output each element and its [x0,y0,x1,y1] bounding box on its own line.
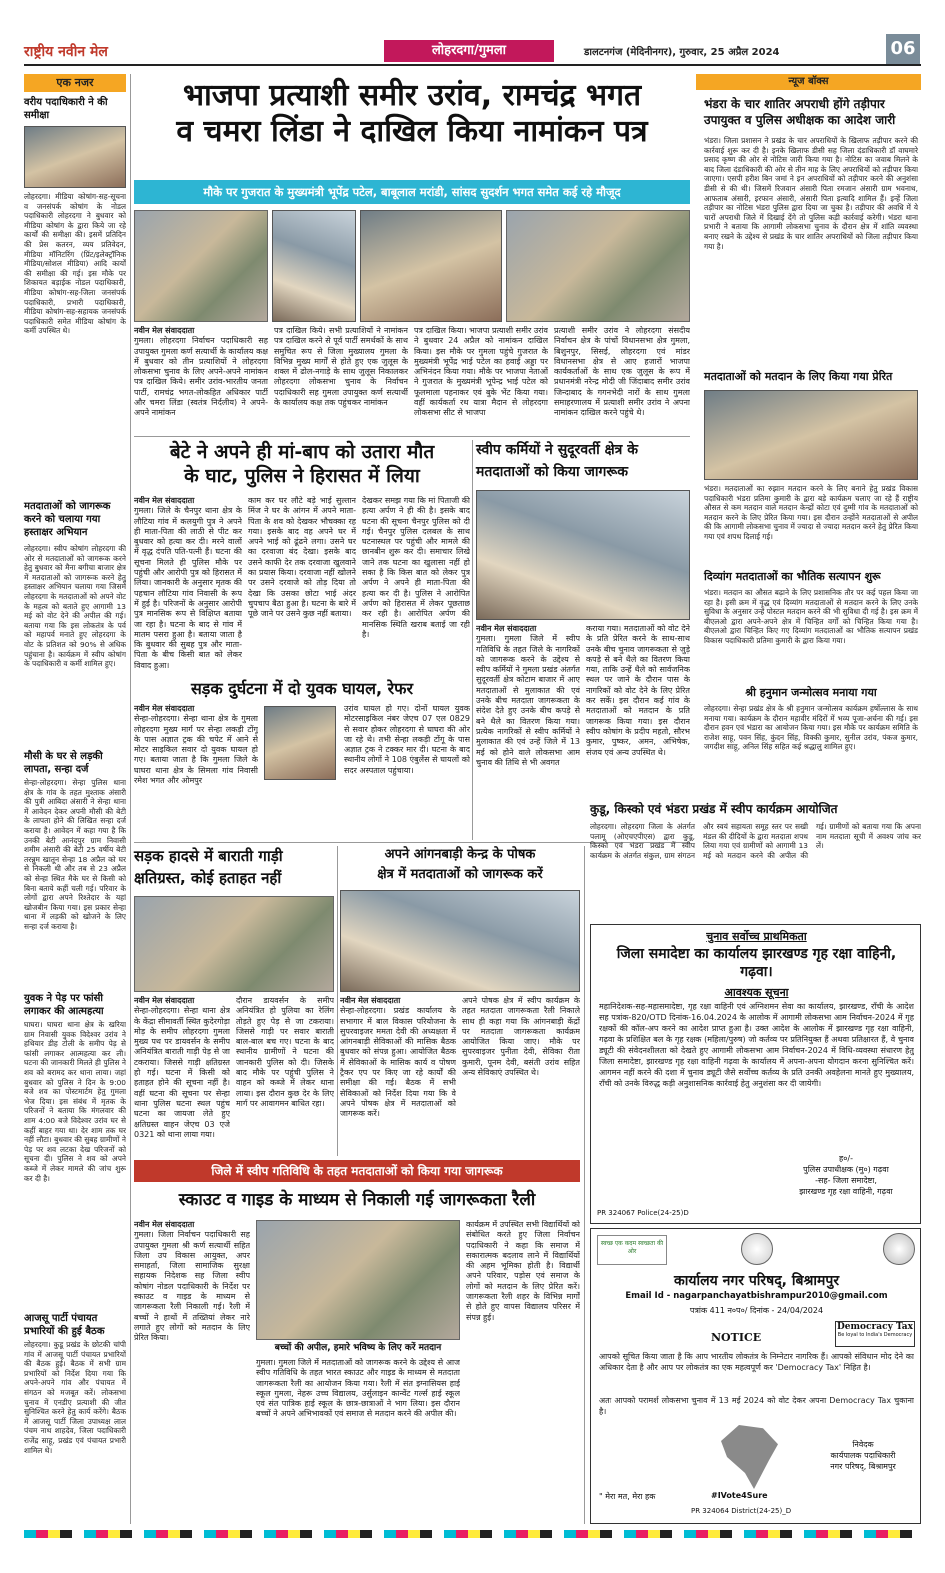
story-headline: के घाट, पुलिस ने हिरासत में लिया [184,465,420,487]
article-text: गुमला। जिले के चैनपुर थाना क्षेत्र के लौटिया गांव में कलयुगी पुत्र ने अपने ही माता-पिता की लाठी से पीट कर बुधवार को हत्या कर दी। मरने वालों में वृद्ध दंपति पति-पत्नी हैं। घटना की सूचना मिलते ही पुलिस मौके पर पहुंची और आरोपी पुत्र को हिरासत में लिया। जानकारी के अनुसार मृतक की पहचान लौटिया गांव निवासी के रूप में हुई है। परिजनों के अनुसार आरोपी पुत्र मानसिक रूप से विक्षिप्त बताया जा रहा है। घटना के बाद से गांव में मातम पसरा हुआ है। बताया जाता है कि बुधवार की सुबह पुत्र और माता-पिता के बीच किसी बात को लेकर विवाद हुआ। [134,506,242,670]
signature-line: पुलिस उपाधीक्षक (मु०) गढ़वा [803,1165,889,1174]
signature-line: -सह- जिला समादेष्टा, [815,1176,877,1185]
story-body: लोहरदगा। मीडिया कोषांग-सह-सूचना व जनसंपर्क कोषांग के नोडल पदाधिकारी लोहरदगा ने बुधवार को मीडिया कोषांग के द्वारा किये जा रहे कार्यों की समीक्षा की। इसमें प्रतिदिन की प्रेस कतरन, व्यय प्रतिवेदन, मीडिया मॉनिटरिंग (प्रिंट/इलेक्ट्रॉनिक मीडिया/सोशल मीडिया) आदि कार्यों की समीक्षा की गई। इस मौके पर शिकायत बड़ाईक नोडल पदाधिकारी, मीडिया कोषांग-सह-जिला जनसंपर्क पदाधिकारी, प्रभारी पदाधिकारी, मीडिया कोषांग-सह-सहायक जनसंपर्क पदाधिकारी समेत मीडिया कोषांग के कर्मी उपस्थित थे। [24,192,126,336]
byline: नवीन मेल संवाददाता [134,996,195,1005]
story-body: लोहरदगा। कुडू प्रखंड के छोटकी चांपी गांव में आजसू पार्टी पंचायत प्रभारियों की बैठक हुई। बैठक में सभी ग्राम प्रभारियों को निर्देश दिया गया कि अपने-अपने गांव और पंचायत में संगठन को मजबूत करें। लोकसभा चुनाव में एनडीए प्रत्याशी की जीत सुनिश्चित करने हेतु कार्य करेंगे। बैठक में आजसू पार्टी जिला उपाध्यक्ष लाल पंचम नाथ शाहदेव, जिला पदाधिकारी राजेंद्र साहू, प्रखंड एवं पंचायत प्रभारी शामिल थे। [24,1340,126,1455]
article-column [134,496,242,672]
news-photo [256,1220,460,1340]
story-title: मतदाताओं को जागरूक करने को चलाया गया हस्ताक्षर अभियान [24,501,111,538]
notice-ref: पत्रांक 411 न०प०/ दिनांक - 24/04/2024 [689,1306,824,1315]
article-column: देखकर समझ गया कि मां पिताजी की हत्या अर्पण ने ही की है। इसके बाद घटना की सूचना चैनपुर पुलिस को दी गई। चैनपुर पुलिस दलबल के साथ घटनास्थल पर पहुंची और मामले की छानबीन शुरू कर दी। समाचार लिखे जाने तक घटना का खुलासा नहीं हो सका है कि किस बात को लेकर पुत्र अर्पण ने अपने ही माता-पिता की हत्या कर दी है। पुलिस ने आरोपित अर्पण को हिरासत में लेकर पूछताछ कर रही है। आरोपित अर्पण की मानसिक स्थिति खराब बताई जा रही है। [362,496,470,639]
byline: नवीन मेल संवाददाता [134,1220,195,1229]
story-anganwadi [340,846,580,1156]
article-text: गुमला। लोहरदगा निर्वाचन पदाधिकारी सह उपायुक्त गुमला कर्ण सत्यार्थी के कार्यालय कक्ष में बुधवार को तीन प्रत्याशियों ने लोहरदगा लोकसभा चुनाव के लिए अपने-अपने नामांकन पत्र दाखिल किये। समीर उरांव-भारतीय जनता पार्टी, रामचंद्र भगत-लोकहित अधिकार पार्टी और चमरा लिंडा (स्वतंत्र निर्दलीय) ने अपने-अपने नामांकन [134,336,268,418]
story-kudu [590,800,921,916]
story-title: मौसी के घर से लड़की लापता, सन्हा दर्ज [24,751,103,775]
notice-nagar-parishad [590,1228,921,1524]
story-headline: सड़क दुर्घटना में दो युवक घायल, रेफर [190,679,414,698]
story-body: घाघरा। घाघरा थाना क्षेत्र के खरिया ग्राम निवासी युवक विदेश्वर उरांव ने हथियार डीह टोली के समीप पेड़ से फांसी लगाकर आत्महत्या कर ली। घटना की जानकारी मिलते ही पुलिस ने शव को बरामद कर थाना लाया। जहां बुधवार को पुलिस ने दिन के 9:00 बजे शव का पोस्टमार्टम हेतु गुमला भेज दिया। इस संबंध में मृतक के परिजनों ने बताया कि मंगलवार की शाम 4:00 बजे विदेश्वर उरांव घर से कहीं बाहर गया था। देर शाम तक घर नहीं लौटा। बुधवार की सुबह ग्रामीणों ने पेड़ पर शव लटका देख परिजनों को सूचना दी। पुलिस ने शव को अपने कब्जे में लेकर मामले की जांच शुरू कर दी है। [24,1020,126,1183]
lead-column-1 [134,326,268,430]
page-number: 06 [886,34,920,64]
masthead [24,40,921,66]
news-box-header: न्यूज बॉक्स [696,74,921,90]
byline: नवीन मेल संवाददाता [476,624,537,633]
ek-nazar-header: एक नजर [24,74,126,92]
footer-slogan: " मेरा मत, मेरा हक [599,1492,656,1501]
signature-line: कार्यपालक पदाधिकारी [830,1451,896,1460]
article-column [134,996,230,1154]
lead-column-2: पत्र दाखिल किये। सभी प्रत्याशियों ने नामांकन पत्र दाखिल करने से पूर्व पार्टी समर्थकों के साथ समुचित रूप से जिला मुख्यालय गुमला के विभिन्न मुख्य मार्गों से होते हुए एक जुलूस के शक्ल में ढोल-नगाड़े के साथ जुलूस निकालकर लोहरदगा लोकसभा चुनाव के निर्वाचन पदाधिकारी सह गुमला उपायुक्त कर्ण सत्यार्थी के कार्यालय कक्ष तक पहुंचकर नामांकन [274,326,408,408]
signature-line: निवेदक [852,1440,874,1449]
story-body: भंडरा। मतदान का औसत बढ़ाने के लिए प्रशासनिक तौर पर कई पहल किया जा रहा है। इसी क्रम में वृद्ध एवं दिव्यांग मतदाताओं से मतदान करने के लिए उनके सुविधा के अनुसार उन्हें पोस्टल मतदान करने की भी सुविधा दी गई है। इस क्रम में बीएलओ द्वारा अपने-अपने क्षेत्र में चिन्हित वर्गों को चिन्हित किया गया है। बीएलओ द्वारा चिन्हित किए गए दिव्यांग मतदाताओं का भौतिक सत्यापन प्रखंड विकास पदाधिकारी प्रतिमा कुमारी के द्वारा किया गया। [704,588,918,645]
notice-signature [811,1439,915,1472]
lead-headline: व चमरा लिंडा ने दाखिल किया नामांकन पत्र [176,114,648,149]
story-son [134,440,470,676]
notice-title: आवश्यक सूचना [724,986,789,999]
story-title: मतदाताओं को मतदान के लिए किया गया प्रेरित [704,370,893,383]
article-column: काम कर घर लौटे बड़े भाई सुल्तान मिंज ने घर के आंगन में अपने माता-पिता के शव को देखकर भौचक्का रह गया। इसके बाद वह अपने घर में अपने भाई को ढूंढने लगा। उसने घर का दरवाजा बंद देखा। इसके बाद उसने काफी देर तक दरवाजा खुलवाने का प्रयास किया। दरवाजा नहीं खोलने पर उसने दरवाजे को तोड़ दिया तो देखा कि उसका छोटा भाई अंदर चुपचाप बैठा हुआ है। घटना के बारे में पूछे जाने पर उसने कुछ नहीं बताया। [248,496,356,619]
notice-body: अतः आपको परामर्श लोकसभा चुनाव में 13 मई 2024 को वोट देकर अपना Democracy Tax चुकाना है। [599,1396,914,1416]
byline: नवीन मेल संवाददाता [340,996,401,1005]
story-headline: क्षेत्र में मतदाताओं को जागरूक करें [377,867,543,882]
article-column [134,704,258,838]
story-headline: स्वीप कर्मियों ने सुदूरवर्ती क्षेत्र के [476,442,638,458]
story-barat [134,846,334,1156]
lead-column-3: पत्र दाखिल किया। भाजपा प्रत्याशी समीर उरांव ने बुधवार 24 अप्रैल को नामांकन दाखिल किया। इस मौके पर गुमला पहुंचे गुजरात के मुख्यमंत्री भूपेंद्र भाई पटेल का हवाई अड्डा पर अभिनंदन किया गया। मौके पर भाजपा नेताओं ने गुजरात के मुख्यमंत्री भूपेन्द्र भाई पटेल को फूलमाला पहनाकर एवं बुके भेंट किया गया। वहीं कार्यकर्ता रथ यात्रा मैदान से लोहरदगा लोकसभा सीट से भाजपा [414,326,548,418]
swachh-logo [597,1235,667,1265]
scout-banner: जिले में स्वीप गतिविधि के तहत मतदाताओं को किया गया जागरूक [134,1160,580,1182]
notice-body: आपको सूचित किया जाता है कि आप भारतीय लोकतंत्र के निम्नेटार नागरिक हैं। आपको संविधान मोद देने का अधिकार देता है और आप पर लोकतंत्र का एक महत्वपूर्ण कर 'Democracy Tax' निहित है। [599,1352,914,1372]
article-column: कार्यक्रम में उपस्थित सभी विद्यार्थियों को संबोधित करते हुए जिला निर्वाचन पदाधिकारी ने कहा कि समाज में सकारात्मक बदलाव लाने में विद्यार्थियों की अहम भूमिका होती है। विद्यार्थी अपने परिवार, पड़ोस एवं समाज के लोगों को मतदान के लिए प्रेरित करें। जागरूकता रैली शहर के विभिन्न मार्गों से होते हुए वापस विद्यालय परिसर में संपन्न हुई। [466,1220,580,1322]
story-body: भंडरा। जिला प्रशासन ने प्रखंड के चार अपराधियों के खिलाफ तड़ीपार करने की कार्रवाई शुरू कर दी है। इनके खिलाफ डीसी सह जिला दंडाधिकारी डॉ वाघमारे प्रसाद कृष्ण की ओर से नोटिस जारी किया गया है। नोटिस का जवाब मिलने के बाद जिला दंडाधिकारी की ओर से तीन माह के लिए अपराधियों को तड़ीपार किया जाएगा। एसपी हरीश बिन जमां ने इन अपराधियों को तड़ीपार करने की अनुशंसा डीसी से की थी। जिसमें रिजवान अंसारी पिता रमजान अंसारी ग्राम भवनाथ, आफताब अंसारी, इरफान अंसारी, अंसारी पिता इत्यादि शामिल हैं। इन्हें जिला तड़ीपार का नोटिस भंडरा पुलिस द्वारा दिया जा चुका है। तड़ीपार की अवधि में ये चारों अपराधी जिले में दिखाई देंगे तो पुलिस कड़ी कार्रवाई करेगी। भंडरा थाना प्रभारी ने बताया कि आगामी लोकसभा चुनाव के दौरान क्षेत्र में शांति व्यवस्था बनाए रखने के उद्देश्य से प्रखंड के चार शातिर अपराधियों को जिला तड़ीपार किया गया है। [704,136,918,251]
right-column [696,74,921,834]
article-text: सेन्हा-लोहरदगा। प्रखंड कार्यालय के सभागार में बाल विकास परियोजना के सुपरवाइजर ममता देवी की अध्यक्षता में आंगनबाड़ी सेविकाओं की मासिक बैठक बुधवार को संपन्न हुआ। आयोजित बैठक में सेविकाओं के मासिक कार्य व पोषण ट्रैकर एप पर किए जा रहे कार्यों की समीक्षा की गई। बैठक में सभी सेविकाओं को निर्देश दिया गया कि वे अपने पोषक क्षेत्र में मतदाताओं को जागरूक करें। [340,1006,456,1119]
story-title: श्री हनुमान जन्मोत्सव मनाया गया [745,686,877,699]
story-headline: सड़क हादसे में बाराती गाड़ी [134,847,283,865]
article-column: गुमला। गुमला जिले में मतदाताओं को जागरूक करने के उद्देश्य से आज स्वीप गतिविधि के तहत भारत स्काउट और गाइड के माध्यम से मतदाता जागरूकता रैली का आयोजन किया गया। रैली में संत इग्नासियस हाई स्कूल गुमला, नेहरू उच्च विद्यालय, उर्सुलाइन कान्वेंट गर्ल्स हाई स्कूल एवं संत पात्रिक हाई स्कूल के छात्र-छात्राओं ने भाग लिया। इस दौरान बच्चों ने अपने अभिभावकों एवं समाज से मतदान करने की अपील की। [256,1358,460,1419]
jharkhand-logo-icon [883,1233,915,1265]
article-text: गुमला। गुमला जिले में स्वीप गतिविधि के तहत जिले के नागरिकों को जागरूक करने के उद्देश्य से स्वीप कर्मियों ने गुमला प्रखंड अंतर्गत सुदूरवर्ती क्षेत्र कोटाम बाजार में आए मतदाताओं से मुलाकात की एवं उनके बीच मतदाता जागरूकता के संदेश देते हुए उनके बीच कपड़े से बने थैले का वितरण किया गया। प्रत्येक नागरिकों से स्वीप कर्मियों ने मुलाकात की एवं उन्हें जिले में 13 मई को होने वाले लोकसभा आम चुनाव की तिथि से भी अवगत [476,634,580,767]
story-headline: बेटे ने अपने ही मां-बाप को उतारा मौत [169,441,435,463]
news-photo [134,210,268,322]
notice-office: कार्यालय नगर परिषद्, बिश्रामपुर [673,1273,840,1289]
stamp-title: Democracy Tax [837,1322,913,1332]
story-body: लोहरदगा। लोहरदगा जिला के अंतर्गत पलामू (ओएचएपीएस) द्वारा कुडू, किस्को एवं भंडरा प्रखंड में स्वीप कार्यक्रम के अंतर्गत संकुल, ग्राम संगठन और स्वयं सहायता समूह स्तर पर सखी मंडल की दीदियों के द्वारा मतदाता शपथ लिया गया एवं ग्रामीणों को आगामी 13 मई को मतदान करने की अपील की गई। ग्रामीणों को बताया गया कि अपना नाम मतदाता सूची में अवश्य जांच कर लें। [590,822,921,860]
logo-text: स्वच्छ एक कदम स्वच्छता की ओर [600,1240,664,1255]
stamp-subtitle: Be loyal to India's Democracy [837,1332,913,1338]
emblem-icon [741,1233,773,1265]
story-body: लोहरदगा। सेन्हा प्रखंड क्षेत्र के श्री हनुमान जन्मोत्सव कार्यक्रम हर्षोल्लास के साथ मनाया गया। कार्यक्रम के दौरान महावीर मंदिरों में भव्य पूजा-अर्चना की गई। इस दौरान हवन एवं भंडारा का आयोजन किया गया। इस मौके पर कार्यक्रम समिति के राजेश साहू, पवन सिंह, कुंदन सिंह, विक्की कुमार, सुनील उरांव, पंकज कुमार, जगदीश साहू, अनिल सिंह सहित कई श्रद्धालु शामिल हुए। [704,704,918,752]
notice-office: जिला समादेष्टा का कार्यालय झारखण्ड गृह रक्षा वाहिनी, गढ़वा। [616,946,897,980]
news-photo [704,390,918,480]
lead-column-4: प्रत्याशी समीर उरांव ने लोहरदगा संसदीय निर्वाचन क्षेत्र के पांचों विधानसभा क्षेत्र गुमला, बिशुनपुर, सिसई, लोहरदगा एवं मांडर विधानसभा क्षेत्र से आए हजारों भाजपा कार्यकर्ताओं के साथ एक जुलूस के रूप में प्रधानमंत्री नरेन्द्र मोदी जी जिंदाबाद समीर उरांव जिन्दाबाद के गगनभेदी नारों के साथ गुमला समाहरणालय में प्रत्याशी समीर उरांव ने अपना नामांकन दाखिल करने पहुंचे थे। [554,326,690,418]
pr-number: PR 324067 Police(24-25)D [597,1209,689,1217]
notice-body: महानिदेशक-सह-महासमादेष्टा, गृह रक्षा वाहिनी एवं अग्निशमन सेवा का कार्यालय, झारखण्ड, राँची के आदेश सह पत्रांक-820/OTD दिनांक-16.04.2024 के आलोक में आगामी लोकसभा आम निर्वाचन-2024 में गृह रक्षकों की कॉल-अप करने का आदेश प्राप्त हुआ है। उक्त आदेश के आलोक में झारखण्ड गृह रक्षा वाहिनी, गढ़वा के प्रशिक्षित बल के गृह रक्षक (महिला/पुरुष) जो कर्तव्य पर प्रतिनियुक्त हैं अथवा प्रतिक्षारत हैं, वे चुनाव ड्यूटी की संवेदनशीलता को देखते हुए आगामी लोकसभा आम निर्वाचन-2024 में विधि-व्यवस्था संधारण हेतु जिला समादेष्टा, झारखण्ड गृह रक्षा वाहिनी गढ़वा के कार्यालय में अपना-अपना योगदान करना सुनिश्चित करें। आगमन नहीं करने की दशा में चुनाव ड्यूटी जैसे सर्वोच्च कर्तव्य के प्रति उनकी अवहेलना मानते हुए मुख्यालय, राँची को उनके विरुद्ध कड़ी अनुशासनिक कार्रवाई हेतु अनुशंसा कर दी जायेगी। [599,1002,914,1088]
color-bar [24,1530,921,1538]
news-photo [476,490,690,620]
notice-email: Email Id - nagarpanchayatbishrampur2010@gmail.com [625,1291,888,1301]
notice-title: NOTICE [711,1331,762,1344]
notice-top: चुनाव सर्वोच्च प्राथमिकता [706,930,807,943]
story-headline: अपने आंगनबाड़ी केन्द्र के पोषक [384,847,536,862]
article-column: अपने पोषक क्षेत्र में स्वीप कार्यक्रम के तहत मतदाता जागरूकता रैली निकाले साथ ही कहा गया कि आंगनबाड़ी केंद्रों पर मतदाता जागरूकता कार्यक्रम आयोजित किया जाए। मौके पर सुपरवाइजर पुनीता देवी, सेविका रीता कुमारी, पूनम देवी, बसंती उरांव सहित अन्य सेविकाएं उपस्थित थे। [462,996,580,1078]
story-title: युवक ने पेड़ पर फांसी लगाकर की आत्महत्या [24,993,104,1017]
lead-story [134,74,690,434]
story-accident [134,678,470,840]
article-text: सेन्हा-लोहरदगा। सेन्हा थाना क्षेत्र के गुमला लोहरदगा मुख्य मार्ग पर सेन्हा लकड़ी टोंगू के पास अज्ञात ट्रक की चपेट में आने से मोटर साइकिल सवार दो युवक घायल हो गए। बताया जाता है कि गुमला जिले के घाघरा थाना क्षेत्र के सिमला गांव निवासी रमेश भगत और ओमपुर [134,714,258,786]
section-tag: लोहरदगा/गुमला [384,40,554,62]
left-column [24,74,126,1524]
photo-caption: बच्चों की अपील, हमारे भविष्य के लिए करें मतदान [274,1343,442,1353]
story-title: वरीय पदाधिकारी ने की समीक्षा [24,97,108,121]
notice-home-guard [590,924,921,1224]
byline: नवीन मेल संवाददाता [134,496,195,505]
news-photo [272,210,356,322]
dateline: डालटनगंज (मेदिनीनगर), गुरुवार, 25 अप्रैल 2024 [584,47,780,58]
story-sweep [476,440,690,840]
news-photo [340,890,580,992]
story-title: आजसू पार्टी पंचायत प्रभारियों की हुई बैठक [24,1313,105,1337]
news-photo [24,126,126,188]
story-title: दिव्यांग मतदाताओं का भौतिक सत्यापन शुरू [704,570,881,583]
democracy-tax-stamp [835,1321,915,1347]
article-column [340,996,456,1154]
lead-headline: भाजपा प्रत्याशी समीर उरांव, रामचंद्र भगत [182,78,642,113]
article-column: उरांव घायल हो गए। दोनों घायल युवक मोटरसाइकिल नंबर जेएच 07 एल 0829 से सवार होकर लोहरदगा से घाघरा की ओर जा रहे थे। तभी सेन्हा लकड़ी टोंगू के पास अज्ञात ट्रक ने टक्कर मार दी। घटना के बाद स्थानीय लोगों ने 108 एंबुलेंस से घायलों को सदर अस्पताल पहुंचाया। [344,704,470,775]
pr-number: PR 324064 District(24-25)_D [691,1507,792,1515]
article-column [134,1220,250,1520]
article-column: कराया गया। मतदाताओं को वोट देने के प्रति प्रेरित करने के साथ-साथ उनके बीच चुनाव जागरूकता से जुड़े कपड़े से बने थैले का वितरण किया गया, ताकि उन्हें थैले को सार्वजनिक स्थल पर जाने के दौरान पास के नागरिकों को वोट देने के लिए प्रेरित कर सकें। इस दौरान कई गांव के मतदाताओं को मतदान के प्रति जागरूक किया गया। इस दौरान स्वीप कोषांग के प्रदीप महतो, सौरभ कुमार, पुष्कर, अमन, अभिषेक, संजय एवं अन्य उपस्थित थे। [586,624,690,757]
story-body: लोहरदगा। स्वीप कोषांग लोहरदगा की ओर से मतदाताओं को जागरूक करने हेतु बुधवार को मैना बगीचा बाजार क्षेत्र में मतदाताओं को जागरूक करने हेतु हस्ताक्षर अभियान चलाया गया जिसमें लोहरदगा के मतदाताओं को अपने वोट के महत्व को बताते हुए आगामी 13 मई को वोट देने की अपील की गई। बताया गया कि इस लोकतंत्र के पर्व को महापर्व मनाते हुए लोहरदगा के वोट के प्रतिशत को 90% से अधिक पहुंचाना है। कार्यक्रम में स्वीप कोषांग के पदाधिकारी व कर्मी शामिल हुए। [24,544,126,669]
story-title: भंडरा के चार शातिर अपराधी होंगे तड़ीपार उपायुक्त व पुलिस अधीक्षक का आदेश जारी [704,97,896,127]
news-photo [264,706,336,780]
story-headline: क्षतिग्रस्त, कोई हताहत नहीं [134,869,282,887]
story-body: सेन्हा-लोहरदगा। सेन्हा पुलिस थाना क्षेत्र के गांव के तहत मुश्ताक अंसारी की पुत्री आबिदा अंसारी ने सेन्हा थाना में आवेदन देकर अपनी मौसी की बेटी के लापता होने की लिखित सन्हा दर्ज कराया है। आवेदन में कहा गया है कि उनकी बेटी आनंदपुर ग्राम निवासी शमीम अंसारी की बेटी 25 वर्षीय बेटी तरन्नुम खातून सेन्हा 18 अप्रैल को घर से निकली थी और तब से 23 अप्रैल को सेन्हा स्थित मैके घर से किसी को बिना बताये कहीं चली गई। परिवार के लोगों द्वारा अपने रिश्तेदार के यहां खोजबीन किया गया। इस प्रकार सेन्हा थाना में लड़की को खोजने के लिए सन्हा दर्ज कराया है। [24,778,126,931]
article-text: गुमला। जिला निर्वाचन पदाधिकारी सह उपायुक्त गुमला श्री कर्ण सत्यार्थी सहित जिला उप विकास आयुक्त, अपर समाहर्ता, जिला सामाजिक सुरक्षा सहायक निदेशक सह जिला स्वीप कोषांग नोडल पदाधिकारी के निर्देश पर स्काउट व गाइड के माध्यम से जागरूकता रैली निकाली गई। रैली में बच्चों ने हाथों में तख्तियां लेकर नारे लगाते हुए लोगों को मतदान के लिए प्रेरित किया। [134,1230,250,1343]
signature-line: नगर परिषद्, बिश्रामपुर [830,1462,896,1471]
news-photo [360,210,502,322]
article-text: सेन्हा-लोहरदगा। सेन्हा थाना क्षेत्र के केंद्रा सीमावर्ती स्थित कुदेरगोड़ा मोड़ के समीप लोहरदगा गुमला मुख्य पथ पर डायवर्सन के समीप अनियंत्रित बाराती गाड़ी पेड़ से जा टकराया। जिससे गाड़ी क्षतिग्रस्त हो गई। घटना में किसी को हताहत होने की सूचना नहीं है। वहीं घटना की सूचना पर सेन्हा थाना पुलिस घटना स्थल पहुंच घटना का जायजा लेते हुए क्षतिग्रस्त वाहन जेएच 03 एजे 0321 को थाना लाया गया। [134,1006,230,1139]
india-map-icon [721,1425,781,1489]
notice-signature [781,1153,911,1197]
byline: नवीन मेल संवाददाता [134,704,195,713]
byline: नवीन मेल संवाददाता [134,326,195,335]
story-headline: कुडू, किस्को एवं भंडरा प्रखंड में स्वीप कार्यक्रम आयोजित [590,802,838,816]
signature-line: झारखण्ड गृह रक्षा वाहिनी, गढ़वा [799,1187,893,1196]
story-body: भंडरा। मतदाताओं का रुझान मतदान करने के लिए बनाने हेतु प्रखंड विकास पदाधिकारी भंडरा प्रतिमा कुमारी के द्वारा बड़े कार्यक्रम चलाए जा रहे हैं राष्ट्रीय औसत से कम मतदान वाले मतदान केन्द्रों कोटा एवं दुम्मी गांव के मतदाताओं को मतदान करने के लिए प्रेरित किया गया। इस दौरान उन्होंने मतदाताओं से अपील की कि आगामी लोकसभा चुनाव में ज्यादा से ज्यादा मतदान करने हेतु प्रेरित किया गया एवं शपथ दिलाई गई। [704,484,918,541]
news-photo [134,896,334,992]
story-headline: स्काउट व गाइड के माध्यम से निकाली गई जागरूकता रैली [178,1190,536,1210]
footer-hashtag: #IVote4Sure [711,1491,768,1500]
article-column: दौरान डायवर्सन के समीप अनियंत्रित हो पुलिया का रेलिंग तोड़ते हुए पेड़ से जा टकराया। जिससे गाड़ी पर सवार बाराती बाल-बाल बच गए। घटना के बाद स्थानीय ग्रामीणों ने घटना की जानकारी पुलिस को दी। जिसके बाद मौके पर पहुंची पुलिस ने वाहन को कब्जे में लेकर थाना लाया। इस दौरान कुछ देर के लिए मार्ग पर आवागमन बाधित रहा। [236,996,334,1108]
lead-subhead: मौके पर गुजरात के मुख्यमंत्री भूपेंद्र पटेल, बाबूलाल मरांडी, सांसद सुदर्शन भगत समेत कई रहे मौजूद [134,180,690,204]
signature-line: ह०/- [839,1154,853,1163]
paper-name: राष्ट्रीय नवीन मेल [24,44,108,60]
story-scout [134,1160,580,1524]
story-headline: मतदाताओं को किया जागरूक [476,464,628,480]
article-column [476,624,580,836]
news-photo [506,210,690,322]
